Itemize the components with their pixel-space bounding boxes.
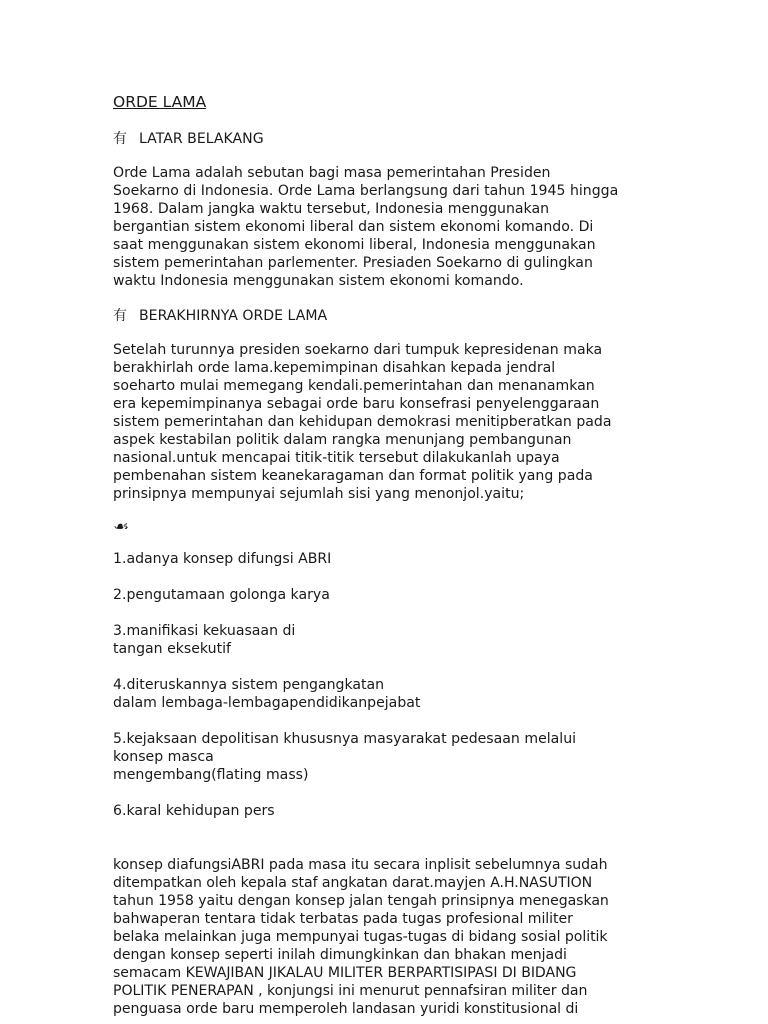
list-item: 1.adanya konsep difungsi ABRI [113,551,332,567]
list-item: 3.manifikasi kekuasaan di tangan eksekutif [113,623,296,657]
list-item: 5.kejaksaan depolitisan khususnya masyarakat pedesaan melalui konsep masca mengembang(flating mass) [113,731,577,783]
closing-paragraph: konsep diafungsiABRI pada masa itu secara inplisit sebelumnya sudah ditempatkan oleh kepala staf angkatan darat.mayjen A.H.NASUTION tahun 1958 yaitu dengan konsep jalan tengah prinsipnya menegaskan bahwaperan tentara tidak terbatas pada tugas profesional militer belaka melainkan juga mempunyai tugas-tugas di bidang sosial politik dengan konsep seperti inilah dimungkinkan dan bhakan menjadi semacam KEWAJIBAN JIKALAU MILITER BERPARTISIPASI DI BIDANG POLITIK PENERAPAN , konjungsi ini menurut pennafsiran militer dan penguasa orde baru memperoleh landasan yuridi konstitusional di [113,857,609,1017]
section-heading-text: LATAR BELAKANG [139,131,264,147]
list-item: 6.karal kehidupan pers [113,803,275,819]
section-heading-text: BERAKHIRNYA ORDE LAMA [139,308,328,324]
list-marker-icon: ☙ [113,519,130,535]
section-heading-berakhirnya [113,307,673,325]
paragraph-berakhirnya: Setelah turunnya presiden soekarno dari tumpuk kepresidenan maka berakhirlah orde lama.kepemimpinan disahkan kepada jendral soeharto mulai memegang kendali.pemerintahan dan menanamkan era kepemimpinanya sebagai orde baru konsefrasi penyelenggaraan sistem pemerintahan dan kehidupan demokrasi menitipberatkan pada aspek kestabilan politik dalam rangka menunjang pembangunan nasional.untuk mencapai titik-titik tersebut dilakukanlah upaya pembenahan sistem keanekaragaman dan format politik yang pada prinsipnya mempunyai sejumlah sisi yang menonjol.yaitu; [113,342,612,502]
list-item: 2.pengutamaan golonga karya [113,587,330,603]
list-item: 4.diteruskannya sistem pengangkatan dalam lembaga-lembagapendidikanpejabat [113,677,421,711]
bullet-glyph-icon: 有 [113,131,127,147]
document-title: ORDE LAMA [113,93,207,111]
numbered-list [113,532,673,838]
paragraph-latar-belakang: Orde Lama adalah sebutan bagi masa pemerintahan Presiden Soekarno di Indonesia. Orde Lama berlangsung dari tahun 1945 hingga 1968. Dalam jangka waktu tersebut, Indonesia menggunakan bergantian sistem ekonomi liberal dan sistem ekonomi komando. Di saat menggunakan sistem ekonomi liberal, Indonesia menggunakan sistem pemerintahan parlementer. Presiaden Soekarno di gulingkan waktu Indonesia menggunakan sistem ekonomi komando. [113,165,619,289]
document-content [113,92,673,1018]
section-heading-latar-belakang [113,130,673,148]
bullet-glyph-icon: 有 [113,308,127,324]
